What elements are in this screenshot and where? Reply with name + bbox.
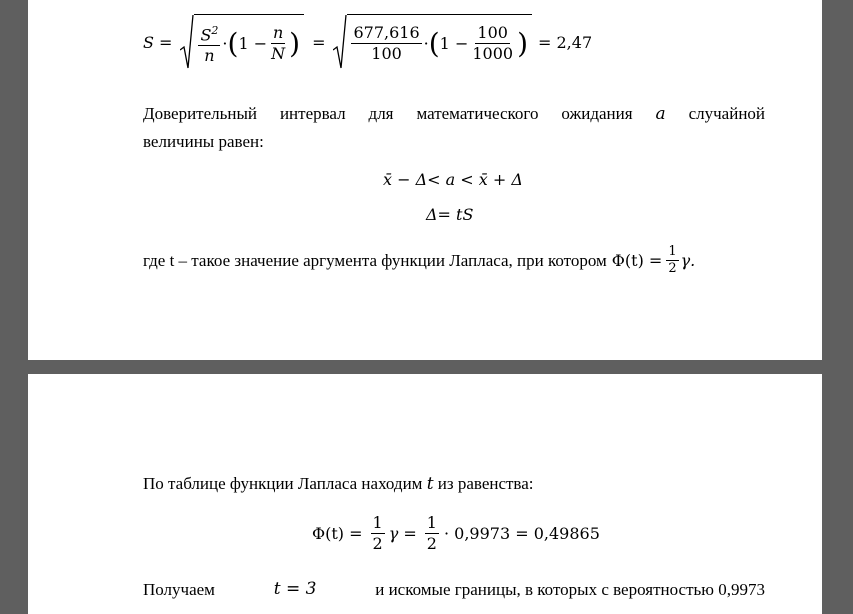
paragraph-1-line-2: величины равен: bbox=[143, 132, 264, 151]
sqrt-2: $\frac{677,616}{100}$ · ( 1 − $\frac{100}{1000}$ ) bbox=[333, 14, 532, 70]
frac-100-1000: $\frac{100}{1000}$ bbox=[472, 23, 514, 63]
paragraph-2: где t – такое значение аргумента функции Лапласа, при котором Φ(t) = $\frac{1}{2}$ γ. bbox=[143, 244, 696, 276]
paragraph-4: Получаем t = 3 и искомые границы, в которых с вероятностью 0,9973 bbox=[143, 579, 765, 599]
page-2 bbox=[28, 374, 822, 614]
sqrt-1: $\frac{S^2}{n}$ · ( 1 − $\frac{n}{N}$ ) bbox=[180, 14, 304, 70]
frac-n-N: $\frac{n}{N}$ bbox=[271, 23, 286, 63]
interval-formula: x̄ − Δ< a < x̄ + Δ bbox=[383, 170, 523, 189]
radical-sign bbox=[333, 14, 347, 70]
frac-half-2: $\frac{1}{2}$ bbox=[426, 513, 437, 553]
paragraph-1-line-1: Доверительный интервал для математического ожидания a случайной bbox=[143, 104, 766, 124]
frac-677-100: $\frac{677,616}{100}$ bbox=[353, 23, 420, 63]
frac-one-half: $\frac{1}{2}$ bbox=[668, 244, 677, 276]
phi-equation: Φ(t) = $\frac{1}{2}$ γ = $\frac{1}{2}$ · 0,9973 = 0,49865 bbox=[312, 513, 600, 553]
delta-formula: Δ= tS bbox=[426, 205, 474, 224]
radical-sign bbox=[180, 14, 194, 70]
frac-half-1: $\frac{1}{2}$ bbox=[372, 513, 383, 553]
frac-s2-n: $\frac{S^2}{n}$ bbox=[200, 23, 219, 66]
page-1 bbox=[28, 0, 822, 360]
formula-s: S = $\frac{S^2}{n}$ · ( 1 − $\frac{n}{N}$ ) = $\frac{677,616}{100}$ · ( 1 − $\frac{100}{1000}$ ) = 2,47 bbox=[143, 14, 592, 70]
paragraph-3: По таблице функции Лапласа находим t из равенства: bbox=[143, 474, 534, 494]
formula-s-lhs: S = bbox=[143, 32, 173, 52]
